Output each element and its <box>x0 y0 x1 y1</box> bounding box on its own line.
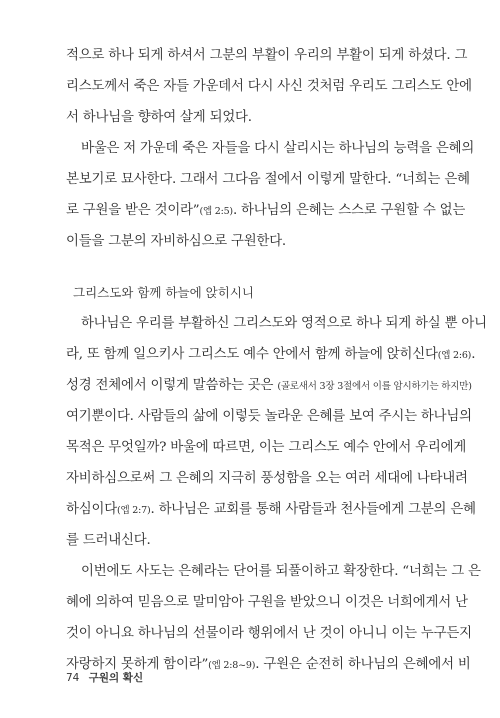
text-line: 혜에 의하여 믿음으로 말미암아 구원을 받았으니 이것은 너희에게서 난 <box>66 595 468 610</box>
text-segment: . 하나님은 교회를 통해 사람들과 천사들에게 그분의 은혜 <box>150 502 476 517</box>
text-segment: 라, 또 함께 일으키사 그리스도 예수 안에서 함께 하늘에 앉히신다 <box>66 347 438 362</box>
text-line: 이들을 그분의 자비하심으로 구원한다. <box>66 234 286 249</box>
text-line: 목적은 무엇일까? 바울에 따르면, 이는 그리스도 예수 안에서 우리에게 <box>66 440 467 455</box>
text-segment: 성경 전체에서 이렇게 말씀하는 곳은 <box>66 378 278 393</box>
page-number: 74 <box>66 672 80 684</box>
text-segment: . <box>471 347 476 362</box>
text-line: 여기뿐이다. 사람들의 삶에 이렇듯 놀라운 은혜를 보여 주시는 하나님의 <box>66 409 472 424</box>
text-segment: 하심이다 <box>66 502 117 517</box>
text-line <box>66 494 476 525</box>
text-line: 적으로 하나 되게 하셔서 그분의 부활이 우리의 부활이 되게 하셨다. 그 <box>66 48 468 63</box>
text-line: 바울은 저 가운데 죽은 자들을 다시 살리시는 하나님의 능력을 은혜의 <box>81 141 475 156</box>
section-subheading: 그리스도와 함께 하늘에 앉히시니 <box>73 285 254 300</box>
page-body <box>66 40 487 680</box>
text-line: 본보기로 묘사한다. 그래서 그다음 절에서 이렇게 말한다. “너희는 은혜 <box>66 172 470 187</box>
text-line: 것이 아니요 하나님의 선물이라 행위에서 난 것이 아니니 이는 누구든지 <box>66 626 472 641</box>
paragraph-3 <box>66 308 487 556</box>
book-title: 구원의 확신 <box>88 672 144 684</box>
paragraph-4 <box>66 556 481 680</box>
text-segment: 로 구원을 받은 것이라” <box>66 203 200 218</box>
scripture-reference: (엡 2:8~9) <box>208 660 256 671</box>
text-line: 이번에도 사도는 은혜라는 단어를 되풀이하고 확장한다. “너희는 그 은 <box>81 564 481 579</box>
scripture-reference: (엡 2:7) <box>116 505 151 516</box>
paragraph-2 <box>66 133 475 257</box>
text-line <box>66 339 476 370</box>
text-line: 서 하나님을 향하여 살게 되었다. <box>66 110 252 125</box>
page-footer <box>66 670 143 685</box>
text-segment: 자랑하지 못하게 함이라” <box>66 657 209 672</box>
text-line: 자비하심으로써 그 은혜의 지극히 풍성함을 오는 여러 세대에 나타내려 <box>66 471 468 486</box>
text-line <box>66 370 472 401</box>
text-line: 를 드러내신다. <box>66 533 151 548</box>
paragraph-1 <box>66 40 472 133</box>
text-segment: . 하나님의 은혜는 스스로 구원할 수 없는 <box>232 203 466 218</box>
text-segment: . 구원은 순전히 하나님의 은혜에서 비 <box>255 657 471 672</box>
parenthetical-note: (골로새서 3장 3절에서 이를 암시하기는 하지만) <box>277 381 472 392</box>
text-line: 하나님은 우리를 부활하신 그리스도와 영적으로 하나 되게 하실 뿐 아니 <box>81 316 487 331</box>
text-line <box>66 195 466 226</box>
text-line: 리스도께서 죽은 자들 가운데서 다시 사신 것처럼 우리도 그리스도 안에 <box>66 79 472 94</box>
scripture-reference: (엡 2:5) <box>199 206 233 217</box>
scripture-reference: (엡 2:6) <box>437 350 472 361</box>
